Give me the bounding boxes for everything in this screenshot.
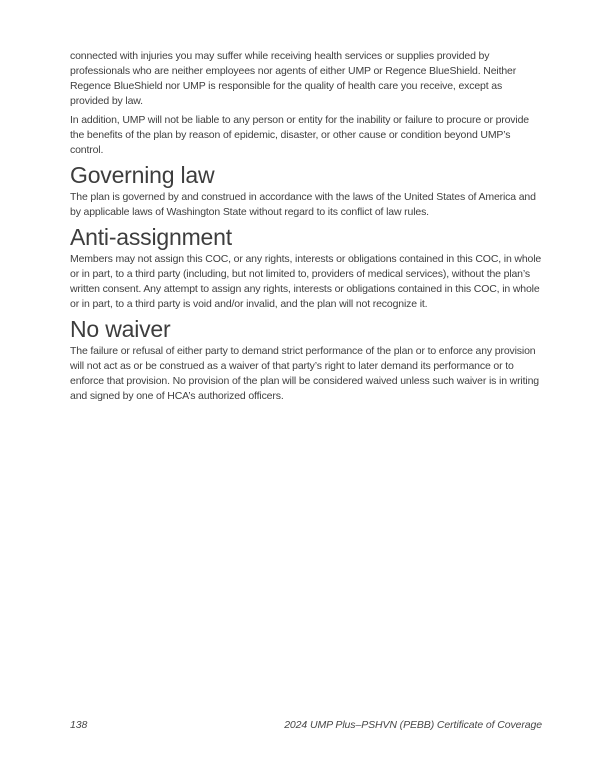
section-heading-anti-assignment: Anti-assignment	[70, 224, 232, 250]
section-body-governing-law: The plan is governed by and construed in accordance with the laws of the United States of America and by applicable laws of Washington State without regard to its conflict of law rules.	[70, 191, 536, 218]
section-heading-no-waiver: No waiver	[70, 316, 171, 342]
section-body-anti-assignment: Members may not assign this COC, or any rights, interests or obligations contained in this COC, in whole or in part, to a third party (including, but not limited to, providers of medical services), without the plan’s written consent. Any attempt to assign any rights, interests or obligations contained in this COC, in whole or in part, to a third party is void and/or invalid, and the plan will not recognize it.	[70, 253, 542, 310]
page-number: 138	[70, 719, 88, 731]
intro-paragraph-1: connected with injuries you may suffer while receiving health services or supplies provided by professionals who are neither employees nor agents of either UMP or Regence BlueShield. Neither Regence BlueShield nor UMP is responsible for the quality of health care you receive, except as provided by law.	[70, 50, 517, 107]
footer-document-title: 2024 UMP Plus–PSHVN (PEBB) Certificate of Coverage	[284, 719, 542, 731]
section-heading-governing-law: Governing law	[70, 162, 215, 188]
intro-paragraph-2: In addition, UMP will not be liable to any person or entity for the inability or failure to procure or provide the benefits of the plan by reason of epidemic, disaster, or other cause or condition beyond UMP’s control.	[70, 114, 529, 156]
section-body-no-waiver: The failure or refusal of either party to demand strict performance of the plan or to enforce any provision will not act as or be construed as a waiver of that party’s right to later demand its performance or to enforce that provision. No provision of the plan will be considered waived unless such waiver is in writing and signed by one of HCA’s authorized officers.	[70, 345, 539, 402]
page-footer	[70, 719, 542, 731]
